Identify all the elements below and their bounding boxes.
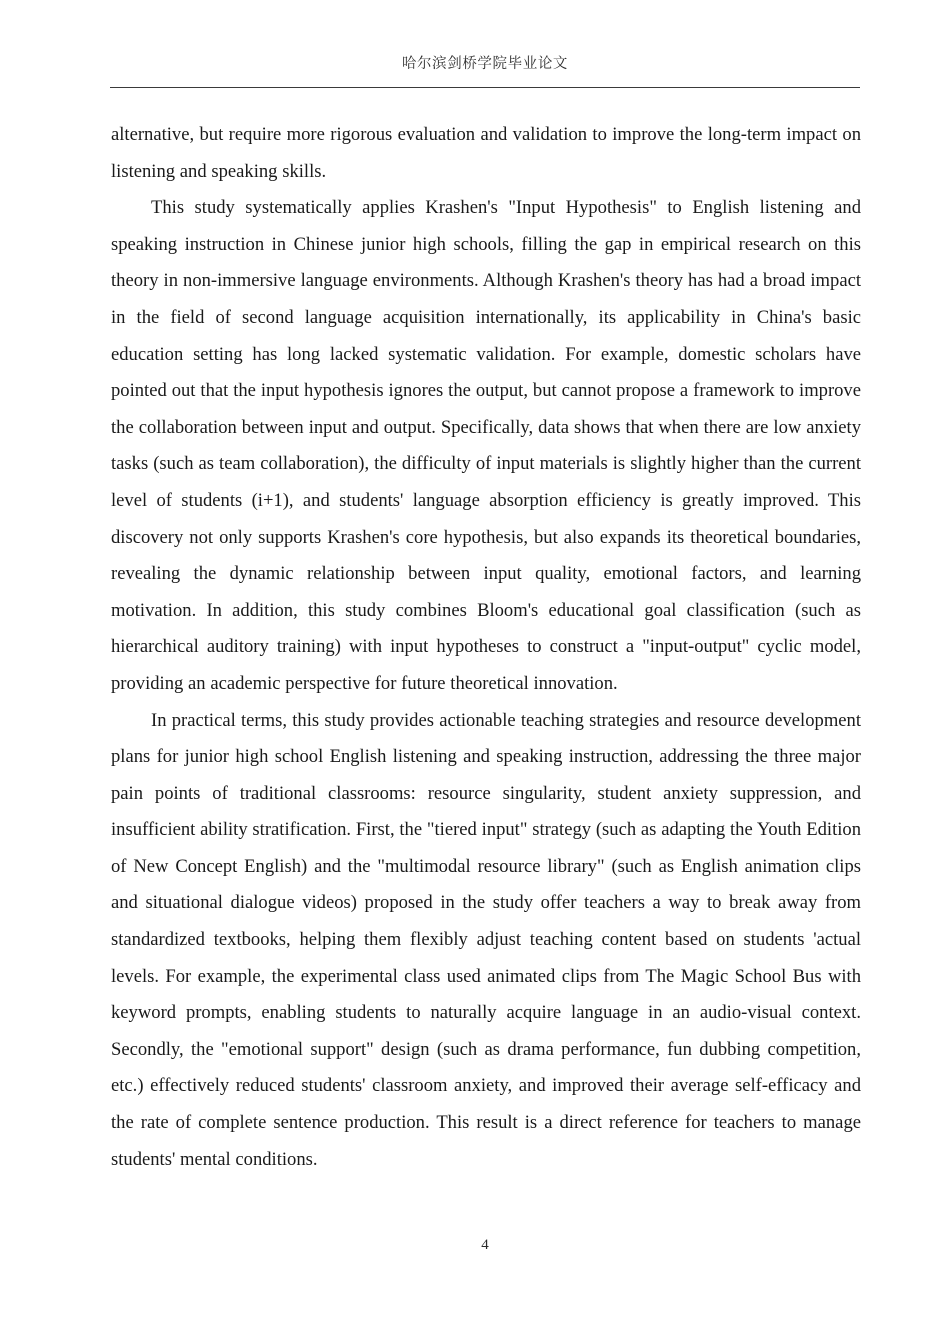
page-footer [110,1238,860,1253]
header-title: 哈尔滨剑桥学院毕业论文 [401,56,569,72]
body-paragraph: This study systematically applies Krashen's "Input Hypothesis" to English listening and speaking instruction in Chinese junior high schools, filling the gap in empirical research on this theory in non-immersive language environments. Although Krashen's theory has had a broad impact in the field of second language acquisition internationally, its applicability in China's basic education setting has long lacked systematic validation. For example, domestic scholars have pointed out that the input hypothesis ignores the output, but cannot propose a framework to improve the collaboration between input and output. Specifically, data shows that when there are low anxiety tasks (such as team collaboration), the difficulty of input materials is slightly higher than the current level of students (i+1), and students' language absorption efficiency is greatly improved. This discovery not only supports Krashen's core hypothesis, but also expands its theoretical boundaries, revealing the dynamic relationship between input quality, emotional factors, and learning motivation. In addition, this study combines Bloom's educational goal classification (such as hierarchical auditory training) with input hypotheses to construct a "input-output" cyclic model, providing an academic perspective for future theoretical innovation. [111,197,861,694]
header-divider [110,87,860,88]
page-number: 4 [481,1237,489,1253]
page-header [110,56,860,73]
document-body [111,117,861,1178]
body-paragraph: alternative, but require more rigorous evaluation and validation to improve the long-term impact on listening and speaking skills. [111,124,861,182]
body-paragraph: In practical terms, this study provides actionable teaching strategies and resource development plans for junior high school English listening and speaking instruction, addressing the three major pain points of traditional classrooms: resource singularity, student anxiety suppression, and insufficient ability stratification. First, the "tiered input" strategy (such as adapting the Youth Edition of New Concept English) and the "multimodal resource library" (such as English animation clips and situational dialogue videos) proposed in the study offer teachers a way to break away from standardized textbooks, helping them flexibly adjust teaching content based on students 'actual levels. For example, the experimental class used animated clips from The Magic School Bus with keyword prompts, enabling students to naturally acquire language in an audio-visual context. Secondly, the "emotional support" design (such as drama performance, fun dubbing competition, etc.) effectively reduced students' classroom anxiety, and improved their average self-efficacy and the rate of complete sentence production. This result is a direct reference for teachers to manage students' mental conditions. [111,709,861,1170]
